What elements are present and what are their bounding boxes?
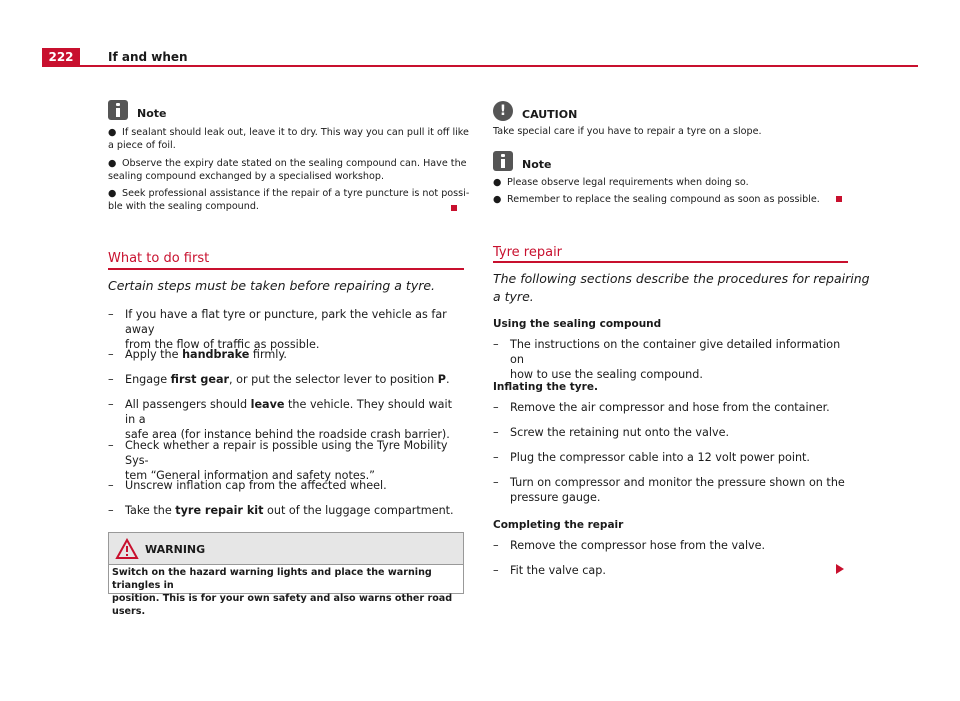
page-header [42,48,918,66]
note-heading-left [108,100,166,120]
bullet-icon: ● [108,127,117,138]
chapter-title: If and when [108,50,188,64]
bullet-icon: ● [493,177,502,188]
header-rule [42,65,918,67]
note-item: ● Please observe legal requirements when doing so. [493,177,749,188]
subheading: Completing the repair [493,519,624,531]
section-lead: Certain steps must be taken before repairing a tyre. [108,278,436,293]
note-item: ● Remember to replace the sealing compound as soon as possible. [493,194,820,205]
section-rule [493,261,848,263]
section-lead: The following sections describe the procedures for repairing a tyre. [493,271,870,304]
end-of-section-marker [836,196,842,202]
step-item: – If you have a flat tyre or puncture, park the vehicle as far away from the flow of traffic as possible. [108,308,447,351]
page-number: 222 [42,48,80,66]
warning-triangle-icon [115,538,139,560]
section-title-what-to-do-first: What to do first [108,251,210,266]
caution-text: Take special care if you have to repair a tyre on a slope. [493,126,762,137]
caution-title: CAUTION [522,108,578,121]
subheading: Using the sealing compound [493,318,662,330]
note-item: ● Observe the expiry date stated on the sealing compound can. Have the sealing compound exchanged by a specialised workshop. [108,158,467,182]
section-rule [108,268,464,270]
note-heading-right [493,151,551,171]
exclamation-icon: ! [493,101,513,121]
subheading: Inflating the tyre. [493,381,598,393]
warning-text: Switch on the hazard warning lights and place the warning triangles in position. This is for your own safety and also warns other road users. [112,567,453,617]
section-title-tyre-repair: Tyre repair [493,245,563,260]
note-item: ● Seek professional assistance if the repair of a tyre puncture is not possi- ble with the sealing compound. [108,188,470,212]
continue-arrow-icon [836,564,844,574]
bullet-icon: ● [493,194,502,205]
warning-header [109,533,463,565]
info-icon [108,100,128,120]
end-of-section-marker [451,205,457,211]
note-item: ● If sealant should leak out, leave it to dry. This way you can pull it off like a piece of foil. [108,127,469,151]
note-title: Note [522,158,552,171]
caution-heading [493,101,577,121]
bullet-icon: ● [108,158,117,169]
info-icon [493,151,513,171]
warning-title: WARNING [145,543,206,556]
note-title: Note [137,107,167,120]
warning-box [108,532,464,617]
bullet-icon: ● [108,188,117,199]
